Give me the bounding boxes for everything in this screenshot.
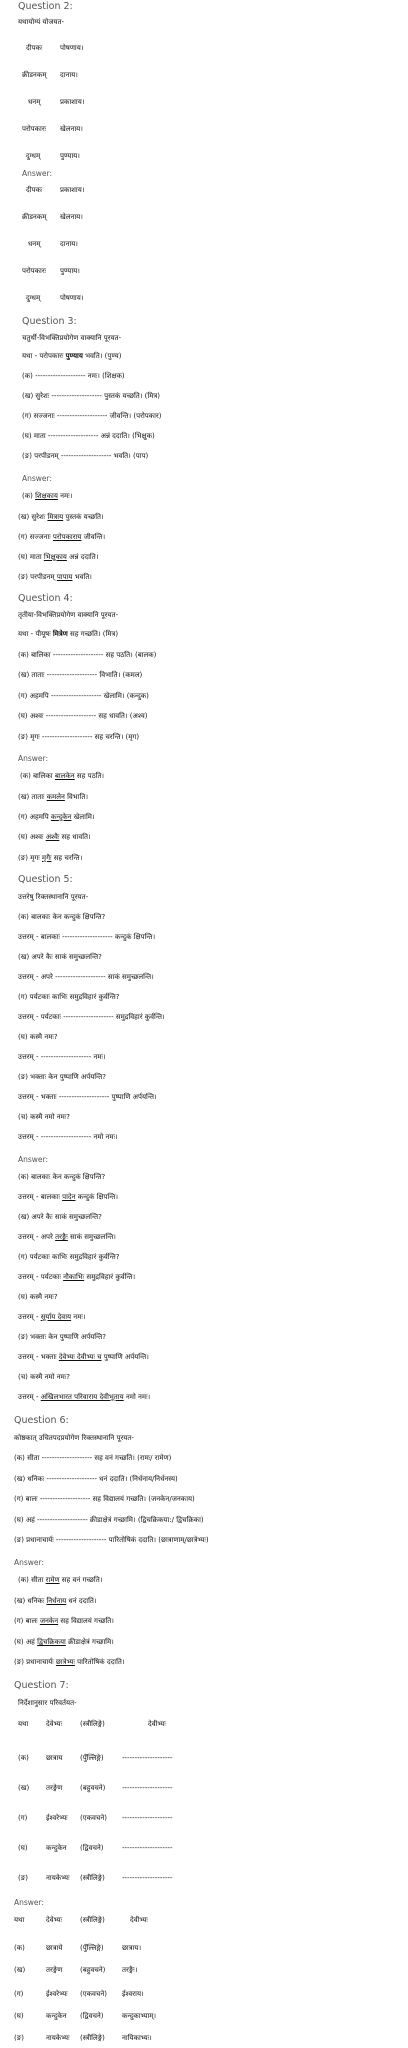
q5-answer-label: Answer: (18, 1155, 49, 1164)
answer-word: परोपकाराय (52, 533, 82, 541)
q5-instruction: उत्तरेषु रिक्तस्थानानि पूरयत- (18, 893, 89, 901)
q4-item-3: (घ) अश्वः -------------------- सह धावति। (अश्व) (18, 712, 148, 720)
answer-word: देवेभ्यः देवीभ्यः च (58, 1353, 102, 1361)
q2-answer-4-left: दुग्धम् (26, 294, 41, 302)
q7-answer-row-0-col1: छात्राये (46, 1944, 63, 1952)
q7-row-3-col0: (घ) (18, 1844, 28, 1852)
q7-answer-row-0-col3: छात्राय। (122, 1944, 142, 1952)
q2-answer-4-right: पोषणाय। (60, 294, 84, 302)
text-part: (घ) अश्वः (18, 833, 46, 841)
q7-row-0-col0: (क) (18, 1754, 29, 1762)
q2-pair-4-right: पुण्याय। (60, 152, 80, 160)
text-part: यथा - पीयूषः (18, 630, 53, 638)
text-part: (ख) सुरेशः (18, 513, 48, 521)
text-part: समुद्रविहारं कुर्वन्ति। (84, 1273, 136, 1281)
q5-answer-0 (18, 1173, 105, 1182)
text-part: धनं ददाति। (66, 1597, 97, 1605)
q7-answer-example-col1: देवेभ्यः (46, 1916, 62, 1924)
q7-row-0-col2: (पुँल्लिङ्गे) (80, 1754, 104, 1762)
q2-pair-4-left: दुग्धम् (26, 152, 41, 160)
q7-answer-row-0-col2: (पुँल्लिङ्गे) (80, 1944, 104, 1952)
q4-item-0: (क) बालिका -------------------- सह पठति। (बालक) (18, 651, 157, 659)
q2-pair-2-left: धनम् (28, 98, 41, 106)
q7-row-2-col3: -------------------- (122, 1814, 173, 1822)
q7-answer-example-col2: (स्त्रीलिङ्गे) (80, 1916, 105, 1924)
q7-answer-row-1-col1: तरङ्गेण (46, 1966, 63, 1974)
q6-title: Question 6: (14, 1415, 69, 1426)
q2-pair-3-right: खेलनाय। (60, 125, 83, 133)
text-part: (ग) पर्यटकाः काभिः समुद्रविहारं कुर्वन्ति? (18, 1253, 120, 1261)
q3-item-1: (ख) सुरेशः -------------------- पुस्तकं यच्छति। (मित्र) (22, 392, 160, 400)
text-part: क्रीडाक्षेत्रं गच्छामि। (65, 1638, 114, 1646)
text-part: सह पठति। (74, 772, 105, 780)
q7-row-2-col1: ईश्वरेभ्यः (46, 1814, 68, 1822)
q5-answer-7 (18, 1313, 85, 1322)
answer-word: मृगैः (41, 854, 52, 862)
q3-item-0: (क) -------------------- नमः। (शिक्षक) (22, 372, 125, 380)
answer-word: छात्रेभ्यः (55, 1658, 75, 1666)
text-part: (ख) धनिकः (14, 1597, 47, 1605)
q5-answer-8 (18, 1333, 106, 1342)
answer-word: शिक्षकाय (35, 492, 58, 500)
q5-answer-11 (18, 1393, 150, 1402)
q5-item-3: उत्तरम् - अपरे -------------------- साकं समुच्छलन्ति। (18, 973, 154, 981)
q4-answer-4 (18, 854, 82, 863)
q2-pair-0-left: दीपकः (26, 44, 43, 52)
q7-row-3-col3: -------------------- (122, 1844, 173, 1852)
q2-answer-2-right: दानाय। (60, 240, 78, 248)
q7-answer-row-4-col3: नायिकाभ्यः। (122, 2034, 152, 2042)
q5-item-10: (च) कस्मै नमो नमः? (18, 1113, 70, 1121)
text-part: (ङ) मृगः (18, 854, 42, 862)
text-part: (ग) अहमपि (18, 813, 51, 821)
q5-answer-6 (18, 1293, 58, 1302)
q2-answer-0-right: प्रकाशाय। (60, 186, 85, 194)
text-part: पुस्तकं यच्छति। (63, 513, 104, 521)
q7-row-4-col2: (स्त्रीलिङ्गे) (80, 1874, 105, 1882)
q3-answer-label: Answer: (22, 474, 53, 483)
q5-item-1: उत्तरम् - बालकाः -------------------- कन्दुकं क्षिपन्ति। (18, 933, 156, 941)
answer-word: जनकेन (39, 1617, 59, 1625)
answer-word: निर्धनाय (46, 1597, 67, 1605)
q4-instruction: तृतीया-विभक्तिप्रयोगेण वाक्यानि पूरयत- (18, 611, 119, 619)
q3-item-2: (ग) सज्जनाः -------------------- जीवन्ति। (परोपकार) (22, 412, 162, 420)
q5-item-6: (घ) कस्मै नमः? (18, 1033, 58, 1041)
q2-answer-2-left: धनम् (28, 240, 41, 248)
q7-answer-row-3-col0: (घ) (14, 2012, 24, 2020)
text-part: (ङ) परपीडनम् (18, 573, 57, 581)
answer-word: पादेन (62, 1193, 76, 1201)
text-part: नमो नमः। (123, 1393, 151, 1401)
q4-answer-3 (18, 833, 91, 842)
text-part: पुष्पाणि अर्पयन्ति। (101, 1353, 149, 1361)
answer-word: भिक्षुकाय (43, 553, 67, 561)
text-part: नमः। (71, 1313, 86, 1321)
q7-example-col3: देवीभ्यः (148, 1720, 166, 1728)
text-part: जीवन्ति। (81, 533, 106, 541)
q7-answer-row-3-col1: कन्दुकेन (46, 2012, 67, 2020)
q5-answer-9 (18, 1353, 149, 1362)
text-part: उत्तरम् - (18, 1313, 41, 1321)
q3-answer-2 (18, 533, 105, 542)
text-part: पारितोषिकं ददाति। (74, 1658, 125, 1666)
q6-item-3: (घ) अहं -------------------- क्रीडाक्षेत्रं गच्छामि। (द्विचक्रिकया:/ द्विचक्रिका) (14, 1516, 204, 1524)
q2-answer-0-left: दीपकः (26, 186, 43, 194)
q7-answer-row-4-col2: (स्त्रीलिङ्गे) (80, 2034, 105, 2042)
q6-answer-0 (18, 1576, 102, 1585)
q2-title: Question 2: (18, 1, 73, 12)
answer-word: सूर्याय देवाय (40, 1313, 72, 1321)
answer-word: मित्रेण (52, 630, 68, 638)
q7-row-0-col3: -------------------- (122, 1754, 173, 1762)
text-part: (ग) बालः (14, 1617, 40, 1625)
q4-item-4: (ङ) मृगः -------------------- सह चरन्ति। (मृग) (18, 733, 140, 741)
q5-answer-3 (18, 1233, 116, 1242)
q4-answer-label: Answer: (18, 754, 49, 763)
answer-word: तरङ्गैः (55, 1233, 68, 1241)
q5-answer-5 (18, 1273, 135, 1282)
text-part: (ङ) भक्ताः केन पुष्पाणि अर्पयन्ति? (18, 1333, 106, 1341)
q7-row-4-col3: -------------------- (122, 1874, 173, 1882)
text-part: उत्तरम् - (18, 1393, 41, 1401)
text-part: उत्तरम् - बालकाः (18, 1193, 63, 1201)
q7-answer-row-4-col0: (ङ) (14, 2034, 24, 2042)
q7-row-2-col2: (एकवचने) (80, 1814, 107, 1822)
q6-answer-4 (14, 1658, 125, 1667)
q7-row-2-col0: (ग) (18, 1814, 28, 1822)
text-part: (घ) कस्मै नमः? (18, 1293, 58, 1301)
q2-instruction: यथायोग्यं योजयत- (18, 18, 65, 26)
q3-answer-3 (18, 553, 98, 562)
text-part: अन्नं ददाति। (66, 553, 99, 561)
text-part: उत्तरम् - अपरे (18, 1233, 56, 1241)
q5-answer-4 (18, 1253, 119, 1262)
q5-item-9: उत्तरम् - भक्ताः -------------------- पुष्पाणि अर्पयन्ति। (18, 1093, 157, 1101)
q5-item-8: (ङ) भक्ताः केन पुष्पाणि अर्पयन्ति? (18, 1073, 106, 1081)
q6-item-0: (क) सीता -------------------- सह वनं गच्छति। (रामः/ रामेण) (14, 1454, 172, 1462)
text-part: (ख) अपरे कैः साकं समुच्छलन्ति? (18, 1213, 102, 1221)
q5-item-4: (ग) पर्यटकाः काभिः समुद्रविहारं कुर्वन्ति? (18, 993, 120, 1001)
text-part: सह गच्छति। (मित्र) (67, 630, 119, 638)
q7-row-1-col2: (बहुवचने) (80, 1784, 106, 1792)
text-part: (च) कस्मै नमो नमः? (18, 1373, 70, 1381)
text-part: (घ) अहं (14, 1638, 38, 1646)
q6-answer-1 (14, 1597, 97, 1606)
q7-example-col1: देवेभ्यः (46, 1720, 62, 1728)
text-part: कन्दुकं क्षिपन्ति। (75, 1193, 119, 1201)
q4-answer-1 (18, 793, 88, 802)
q7-row-3-col1: कन्दुकेन (46, 1844, 67, 1852)
q6-answer-3 (14, 1638, 114, 1647)
answer-word: मित्राय (47, 513, 64, 521)
answer-word: नौकाभिः (63, 1273, 85, 1281)
q7-example-col0: यथा (18, 1720, 29, 1728)
q6-item-4: (ङ) प्रधानाचार्यः -------------------- पारितोषिकं ददाति। (छात्राणाम्/छात्रेभ्यः) (14, 1536, 209, 1544)
q2-pair-2-right: प्रकाशाय। (60, 98, 85, 106)
text-part: उत्तरम् - भक्ताः (18, 1353, 59, 1361)
answer-word: कमलेन (46, 793, 65, 801)
q7-row-1-col3: -------------------- (122, 1784, 173, 1792)
q7-example-col2: (स्त्रीलिङ्गे) (80, 1720, 105, 1728)
text-part: (ग) सज्जनाः (18, 533, 53, 541)
text-part: (क) सीता (18, 1576, 46, 1584)
q4-title: Question 4: (18, 593, 73, 604)
q5-answer-2 (18, 1213, 102, 1222)
q6-answer-label: Answer: (14, 1558, 45, 1567)
text-part: (ख) ताताः (18, 793, 47, 801)
answer-word: बालकेन (54, 772, 75, 780)
q5-item-5: उत्तरम् - पर्यटकाः -------------------- समुद्रविहारं कुर्वन्ति। (18, 1013, 165, 1021)
q3-answer-4 (18, 573, 92, 582)
q7-answer-row-1-col0: (ख) (14, 1966, 26, 1974)
text-part: यथा - परोपकारः (22, 352, 66, 360)
text-part: सह धावति। (59, 833, 91, 841)
q5-answer-1 (18, 1193, 118, 1202)
q7-answer-row-3-col3: कन्दुकाभ्याम्। (122, 2012, 157, 2020)
text-part: (क) बालकाः केन कन्दुकं क्षिपन्ति? (18, 1173, 106, 1181)
q7-title: Question 7: (14, 1680, 69, 1691)
q5-item-0: (क) बालकाः केन कन्दुकं क्षिपन्ति? (18, 913, 106, 921)
q7-answer-example-col3: देवीभ्यः (130, 1916, 148, 1924)
answer-word: द्विचक्रिकया (37, 1638, 66, 1646)
text-part: साकं समुच्छलन्ति। (67, 1233, 116, 1241)
q2-pair-3-left: परोपकारः (22, 125, 47, 133)
answer-word: अखिलभारत परिवाराय देवीभूताय (40, 1393, 124, 1401)
q7-answer-label: Answer: (14, 1898, 45, 1907)
text-part: (ङ) प्रधानाचार्यः (14, 1658, 56, 1666)
q5-item-11: उत्तरम् - -------------------- नमो नमः। (18, 1133, 118, 1141)
q6-item-1: (ख) धनिकः -------------------- धनं ददाति। (निर्धनाय/निर्धनस्य) (14, 1475, 178, 1483)
q7-answer-row-1-col2: (बहुवचने) (80, 1966, 106, 1974)
text-part: भवति। (72, 573, 92, 581)
q4-example (18, 630, 118, 639)
q6-answer-2 (14, 1617, 114, 1626)
q6-instruction: कोष्ठकात् उचितपदप्रयोगेण रिक्तस्थानानि पूरयत- (14, 1434, 134, 1442)
text-part: सह चरन्ति। (51, 854, 83, 862)
text-part: (घ) माता (18, 553, 44, 561)
q2-answer-3-right: पुण्याय। (60, 267, 80, 275)
q4-answer-0 (20, 772, 104, 781)
q4-item-2: (ग) अहमपि -------------------- खेलामि। (कन्दुक) (18, 692, 149, 700)
q7-instruction: निर्देशानुसार परिवर्तयत- (18, 1699, 77, 1707)
q7-answer-row-3-col2: (द्विवचने) (80, 2012, 104, 2020)
text-part: विभाति। (64, 793, 88, 801)
q2-pair-1-right: दानाय। (60, 71, 78, 79)
text-part: (क) (22, 492, 36, 500)
text-part: (क) बालिका (20, 772, 55, 780)
text-part: उत्तरम् - पर्यटकाः (18, 1273, 64, 1281)
q5-item-2: (ख) अपरे कैः साकं समुच्छलन्ति? (18, 953, 102, 961)
q7-answer-row-1-col3: तरङ्गैः। (122, 1966, 138, 1974)
q2-pair-0-right: पोषणाय। (60, 44, 84, 52)
q7-answer-row-2-col2: (एकवचने) (80, 1990, 107, 1998)
q7-row-1-col0: (ख) (18, 1784, 30, 1792)
q5-item-7: उत्तरम् - -------------------- नमः। (18, 1053, 106, 1061)
text-part: सह वनं गच्छति। (59, 1576, 103, 1584)
answer-word: पापाय (56, 573, 73, 581)
q6-item-2: (ग) बालः -------------------- सह विद्यालयं गच्छति। (जनकेन/जनकाय) (14, 1495, 195, 1503)
q7-row-3-col2: (द्विवचने) (80, 1844, 104, 1852)
q3-answer-1 (18, 513, 104, 522)
answer-word: रामेण (45, 1576, 60, 1584)
text-part: खेलामि। (71, 813, 95, 821)
q7-answer-row-0-col0: (क) (14, 1944, 25, 1952)
q2-answer-1-left: क्रीडनकम् (22, 213, 47, 221)
q2-answer-label: Answer: (22, 169, 53, 178)
text-part: सह विद्यालयं गच्छति। (58, 1617, 114, 1625)
q5-title: Question 5: (18, 874, 73, 885)
q7-answer-row-2-col3: ईश्वराय। (122, 1990, 144, 1998)
q3-item-3: (घ) माता -------------------- अन्नं ददाति। (भिक्षुक) (22, 432, 155, 440)
q3-instruction: चतुर्थी-विभक्तिप्रयोगेण वाक्यानि पूरयत- (22, 334, 122, 342)
answer-word: अश्वैः (45, 833, 60, 841)
answer-word: कन्दुकेन (50, 813, 72, 821)
q2-answer-3-left: परोपकारः (22, 267, 47, 275)
q7-answer-row-2-col1: ईश्वरेभ्यः (46, 1990, 68, 1998)
q3-answer-0 (22, 492, 72, 501)
q2-pair-1-left: क्रीडनकम् (22, 71, 47, 79)
q7-row-1-col1: तरङ्गेण (46, 1784, 63, 1792)
q4-answer-2 (18, 813, 95, 822)
q7-answer-row-2-col0: (ग) (14, 1990, 24, 1998)
q3-item-4: (ङ) परपीडनम् -------------------- भवति। (पाप) (22, 452, 149, 460)
q7-row-4-col0: (ङ) (18, 1874, 28, 1882)
q3-title: Question 3: (22, 316, 77, 327)
q7-row-0-col1: छात्राय (46, 1754, 63, 1762)
text-part: भवति। (पुण्य) (82, 352, 122, 360)
text-part: नमः। (57, 492, 73, 500)
q4-item-1: (ख) ताताः -------------------- विभाति। (कमल) (18, 671, 143, 679)
q7-answer-row-4-col1: नायकेभ्यः (46, 2034, 70, 2042)
q3-example (22, 352, 121, 361)
q2-answer-1-right: खेलनाय। (60, 213, 83, 221)
q5-answer-10 (18, 1373, 70, 1382)
answer-word: पुण्याय (65, 352, 83, 360)
q7-row-4-col1: नायकेभ्यः (46, 1874, 70, 1882)
q7-answer-example-col0: यथा (14, 1916, 25, 1924)
